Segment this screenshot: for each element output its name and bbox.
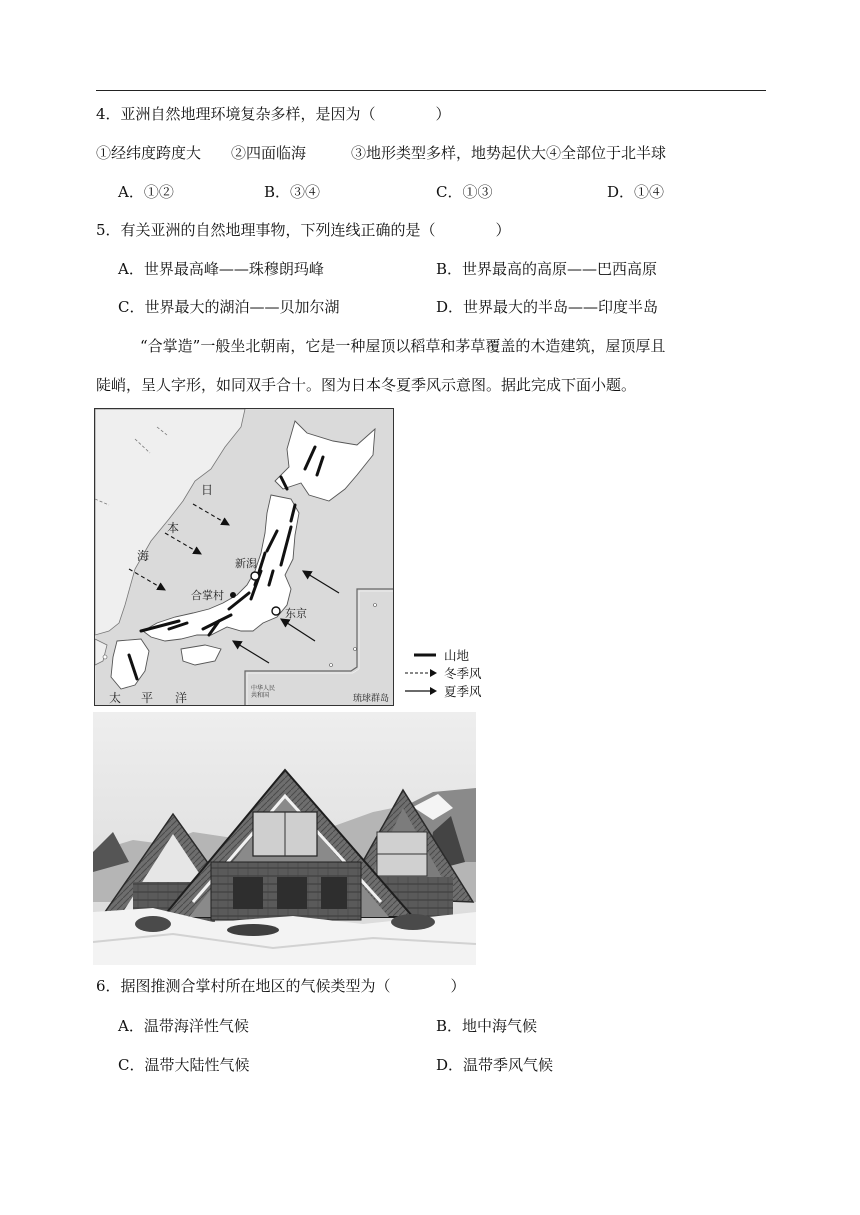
photo-drawing (93, 712, 476, 965)
passage-line-1: “合掌造”一般坐北朝南，它是一种屋顶以稻草和茅草覆盖的木造建筑，屋顶厚且 (140, 337, 666, 355)
sea-char-1: 日 (201, 483, 214, 497)
legend-summer-label: 夏季风 (444, 684, 482, 699)
q4-option-a[interactable]: A．①② (118, 183, 174, 201)
q4-option-c[interactable]: C．①③ (436, 183, 493, 201)
q6-option-b[interactable]: B．地中海气候 (436, 1017, 538, 1035)
legend-summer-symbol (404, 686, 438, 696)
label-ryukyu: 琉球群岛 (353, 694, 390, 704)
label-niigata: 新潟 (235, 557, 257, 570)
q5-option-b[interactable]: B．世界最高的高原——巴西高原 (436, 260, 658, 278)
ocean-char-2: 平 (141, 691, 154, 705)
q6-option-c[interactable]: C．温带大陆性气候 (118, 1056, 250, 1074)
legend-winter-symbol (404, 668, 438, 678)
q4-statements: ①经纬度跨度大 ②四面临海 ③地形类型多样，地势起伏大④全部位于北半球 (96, 144, 667, 162)
legend-winter (404, 664, 482, 682)
gassho-village-marker (230, 592, 236, 598)
q5-option-d[interactable]: D．世界最大的半岛——印度半岛 (436, 298, 659, 316)
q4-stem: 4．亚洲自然地理环境复杂多样，是因为（ ） (96, 105, 451, 123)
header-rule (96, 90, 766, 91)
legend-winter-label: 冬季风 (444, 666, 482, 681)
label-tokyo: 东京 (285, 607, 307, 620)
q6-stem: 6．据图推测合掌村所在地区的气候类型为（ ） (96, 977, 466, 995)
legend-mountain-label: 山地 (444, 648, 470, 663)
map-legend (404, 646, 482, 700)
label-inset-china: 中华人民 共和国 (251, 685, 276, 699)
label-gassho-village: 合掌村 (191, 589, 224, 602)
q4-option-d[interactable]: D．①④ (607, 183, 665, 201)
q4-option-b[interactable]: B．③④ (264, 183, 321, 201)
q6-option-a[interactable]: A．温带海洋性气候 (118, 1017, 249, 1035)
sea-char-2: 本 (167, 521, 180, 535)
legend-mountain-symbol (404, 650, 438, 660)
q5-option-c[interactable]: C．世界最大的湖泊——贝加尔湖 (118, 298, 340, 316)
gassho-house-photo (93, 712, 476, 965)
ocean-char-3: 洋 (175, 691, 188, 705)
niigata-marker (251, 572, 259, 580)
legend-mountain (404, 646, 482, 664)
ocean-char-1: 太 (109, 691, 122, 705)
q5-stem: 5．有关亚洲的自然地理事物，下列连线正确的是（ ） (96, 221, 511, 239)
japan-monsoon-map (94, 408, 394, 706)
tokyo-marker (272, 607, 280, 615)
passage-line-2: 陡峭，呈人字形，如同双手合十。图为日本冬夏季风示意图。据此完成下面小题。 (96, 376, 637, 394)
q6-option-d[interactable]: D．温带季风气候 (436, 1056, 554, 1074)
legend-summer (404, 682, 482, 700)
q5-option-a[interactable]: A．世界最高峰——珠穆朗玛峰 (118, 260, 324, 278)
sea-char-3: 海 (137, 549, 150, 563)
